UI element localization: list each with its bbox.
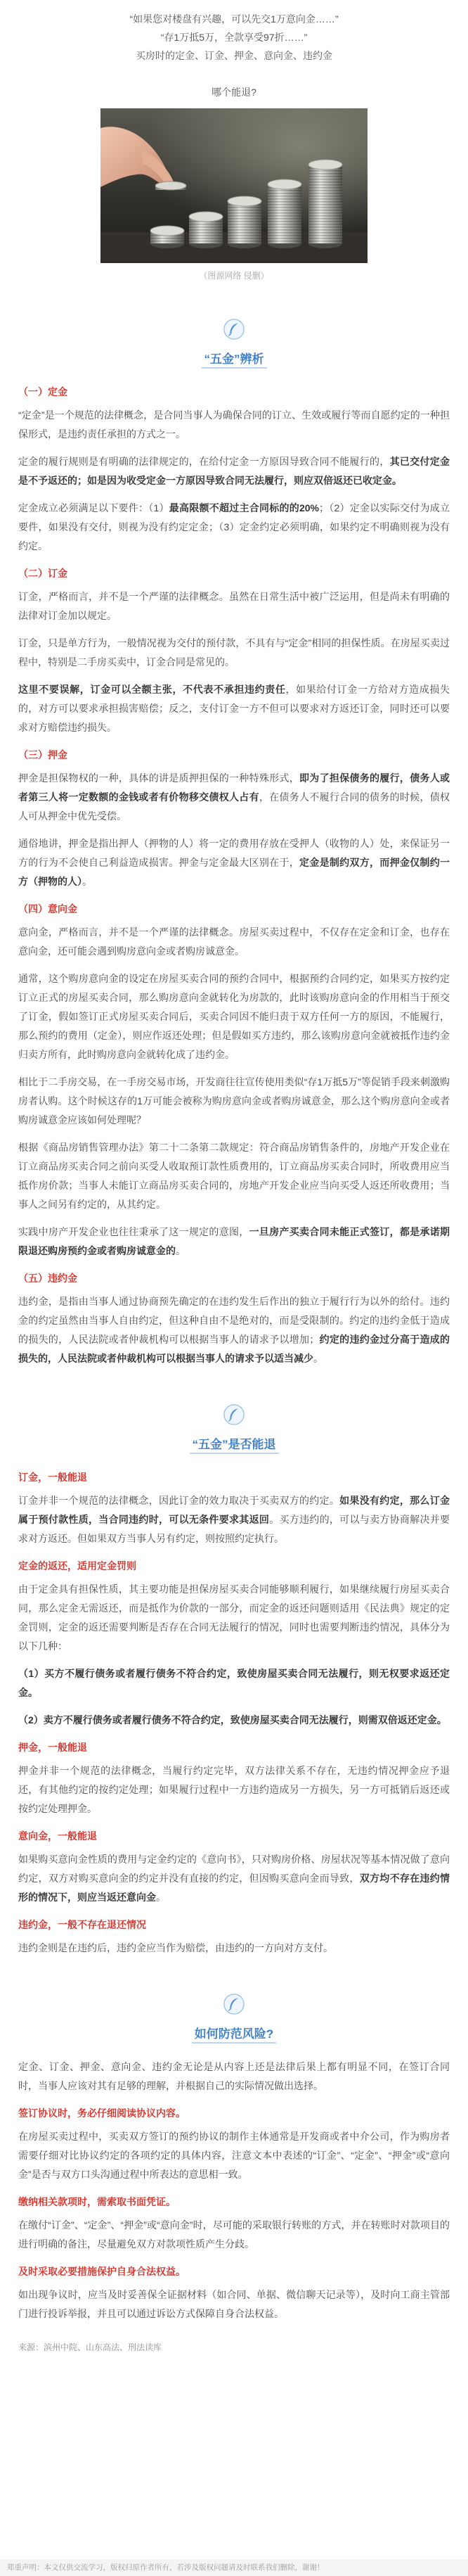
paragraph	[18, 1664, 450, 1702]
section-title-text: 如何防范风险?	[192, 2027, 276, 2043]
section-heading: 签订协议时，务必仔细阅读协议内容。	[18, 2108, 186, 2119]
refund-item-weiyuejin	[18, 1915, 450, 1958]
text-segment: ，在债务人不履行合同的债务的时候，债权人可从押金中优先受偿。	[18, 791, 450, 822]
footer-disclaimer: 郑重声明：本文仅供交流学习，版权归原作者所有，若涉及版权问题请及时联系我们删除，谢谢！	[0, 2559, 468, 2576]
intro	[18, 10, 450, 101]
risk-item-protect-rights	[18, 2262, 450, 2323]
coin-stack	[189, 212, 223, 248]
text-segment: 通常，这个购房意向金的设定在房屋买卖合同的预约合同中，根据预约合同约定，如果买方按约定订立正式的房屋买卖合同，那么购房意向金就转化为房款的，此时该购房意向金的作用相当于预交了订金，假如签订正式房屋买卖合同后，买卖合同因不能归责于双方任何一方的原因，不能履行，那么预约的费用（定金），则应作返还处理；但是假如买方违约，那么该购房意向金就被抵作违约金归卖方所有，此时购房意向金就转化成了违约金。	[18, 973, 450, 1060]
section-heading: 押金，一般能退	[18, 1742, 87, 1753]
bold-text: 一旦房产买卖合同未能正式签订，都是承诺期限退还购房预约金或者购房诚意金的	[18, 1226, 450, 1256]
section-heading: （四）意向金	[18, 903, 77, 914]
text-segment: 意向金，严格而言，并不是一个严谨的法律概念。房屋买卖过程中，不仅存在定金和订金，也存在意向金，还可能会遇到购房意向金或者购房诚意金。	[18, 926, 450, 957]
feather-icon	[223, 1993, 245, 2015]
refund-item-yixiangjin	[18, 1827, 450, 1907]
text-segment: 由于定金具有担保性质，其主要功能是担保房屋买卖合同能够顺利履行，如果继续履行房屋买卖合同，那么定金无需返还，而是抵作为价款的一部分，而定金的返还问题则适用《民法典》规定的定金罚则，定金的返还需要判断是否存在合同无法履行的情况，同时也需要判断违约情况，具体分为以下几种：	[18, 1583, 450, 1652]
section-heading: 缴纳相关款项时，需索取书面凭证。	[18, 2196, 176, 2207]
analysis-item-yajin	[18, 746, 450, 891]
text-segment: 通俗地讲，押金是指出押人（押物的人）将一定的费用存放在受押人（收物的人）处，来保证另一方的行为不会使自己利益造成损害。押金与定金最大区别在于，	[18, 838, 450, 868]
coin-stack	[268, 179, 301, 248]
feather-icon	[223, 1403, 245, 1426]
section-heading: （五）违约金	[18, 1273, 77, 1284]
analysis-item-dingjin-order	[18, 564, 450, 737]
paragraph: 在缴付“订金”、“定金”、“押金”或“意向金”时，尽可能的采取银行转账的方式，并在转账时对款项目的进行明确的备注，尽量避免双方对款项性质产生分歧。	[18, 2219, 450, 2250]
section-divider	[18, 1403, 450, 1426]
section-title	[18, 349, 450, 370]
text-segment: 违约金，是指由当事人通过协商预先确定的在违约发生后作出的独立于履行行为以外的给付。违约金的约定虽然由当事人自由约定，但这种自由不是绝对的，而是受限制的。约定的违约金低于造成的损失的，人民法院或者仲裁机构可以根据当事人的请求予以增加；	[18, 1296, 450, 1345]
section-heading: 定金的返还，适用定金罚则	[18, 1560, 136, 1571]
text-segment: ；（2）定金以实际交付为成立要件，如果没有交付，则视为没有约定定金；（3）定金约定必须明确，如果约定不明确则视为没有约定。	[18, 502, 450, 551]
paragraph: 定金、订金、押金、意向金、违约金无论是从内容上还是法律后果上都有明显不同，在签订合同时，当事人应该对其有足够的理解，并根据自己的实际情况做出选择。	[18, 2061, 450, 2091]
refund-item-dingjin	[18, 1557, 450, 1730]
section-analysis	[18, 318, 450, 1368]
section-heading: 订金，一般能退	[18, 1472, 87, 1483]
section-heading: （三）押金	[18, 749, 67, 760]
paragraph: 如出现争议时，应当及时妥善保全证据材料（如合同、单据、微信聊天记录等），及时向工商主管部门进行投诉举报，并且可以通过诉讼方式保障自身合法权益。	[18, 2289, 450, 2319]
coin-stack	[150, 226, 184, 248]
section-heading: （二）订金	[18, 568, 67, 579]
bold-text: 即为了担保债务的履行，债务人或者第三人将一定数额的金钱或者有价物移交债权人占有	[18, 772, 450, 803]
bold-text: （2）卖方不履行债务或者履行债务不符合约定，致使房屋买卖合同无法履行，则需双倍返还定金。	[18, 1714, 447, 1726]
text-segment: 押金并非一个规范的法律概念，当履行约定完毕，双方法律关系不存在，无违约情况押金应予退还，有其他约定的按约定处理；如果履行过程中一方违约造成另一方损失，另一方可抵销后返还或按约定处理押金。	[18, 1765, 450, 1814]
article-source: 来源：滨州中院、山东高法、刑法读库	[18, 2342, 162, 2352]
text-segment: “定金”是一个规范的法律概念，是合同当事人为确保合同的订立、生效或履行等而自愿约定的一种担保形式，是违约责任承担的方式之一。	[18, 409, 450, 440]
paragraph	[18, 1223, 450, 1261]
section-heading: （一）定金	[18, 386, 67, 397]
paragraph	[18, 923, 450, 961]
paragraph	[18, 1292, 450, 1368]
text-segment: 根据《商品房销售管理办法》第二十二条第二款规定：符合商品房销售条件的，房地产开发企业在订立商品房买卖合同之前向买受人收取预订款性质费用的，订立商品房买卖合同时，所收费用应当抵作房价款；当事人未能订立商品房买卖合同的，房地产开发企业应当向买受人返还所收费用；当事人之间另有约定的，从其约定。	[18, 1142, 450, 1210]
text-segment: 实践中房产开发企业也往往秉承了这一规定的意图，	[18, 1226, 249, 1237]
paragraph	[18, 1491, 450, 1548]
section-risk	[18, 1993, 450, 2323]
paragraph	[18, 969, 450, 1064]
text-segment: 订金，只是单方行为，一般情况视为交付的预付款，不具有与“定金”相同的担保性质。在房屋买卖过程中，特别是二手房买卖中，订金合同是常见的。	[18, 637, 450, 668]
section-title-text: “五金”辨析	[202, 352, 267, 369]
intro-quote-2: “存1万抵5万，全款享受97折……”	[160, 32, 308, 43]
paragraph: 在房屋买卖过程中，买卖双方签订的预约协议的制作主体通常是开发商或者中介公司，作为购房者需要仔细对比协议约定的各项约定的具体内容，注意文本中表述的“订金”、“定金”、“押金”或“意向金”是否与双方口头沟通过程中所表达的意思相一致。	[18, 2131, 450, 2180]
paragraph	[18, 452, 450, 490]
analysis-item-dingjin	[18, 383, 450, 556]
section-title-text: “五金”是否能退	[190, 1438, 279, 1454]
text-segment: 。	[156, 1892, 166, 1903]
paragraph	[18, 1939, 450, 1958]
paragraph	[18, 1761, 450, 1818]
paragraph	[18, 1073, 450, 1130]
paragraph	[18, 587, 450, 625]
coins-photo	[100, 108, 368, 263]
text-segment: 。	[82, 876, 92, 887]
coin-stack	[228, 196, 261, 248]
photo-caption: （图源网络 侵删）	[199, 271, 269, 281]
paragraph	[18, 499, 450, 556]
text-segment: 押金是担保物权的一种，具体的讲是质押担保的一种特殊形式，	[18, 772, 299, 784]
coins-stack-illustration	[100, 108, 368, 263]
paragraph	[18, 406, 450, 444]
bold-text: 最高限额不超过主合同标的的20%	[169, 502, 319, 514]
feather-icon	[223, 318, 245, 340]
risk-item-written-receipt	[18, 2193, 450, 2254]
text-segment: 。	[313, 1353, 323, 1364]
analysis-item-yixiangjin	[18, 900, 450, 1261]
bold-text: 定金是制约双方，而押金仅制约一方（押物的人）	[18, 857, 450, 887]
text-segment: 定金成立必须满足以下要件：（1）	[18, 502, 169, 514]
section-title	[18, 1434, 450, 1455]
paragraph	[18, 680, 450, 737]
analysis-item-weiyuejin	[18, 1269, 450, 1368]
refund-item-dingjin-order	[18, 1468, 450, 1548]
intro-subject: 买房时的定金、订金、押金、意向金、违约金	[136, 50, 332, 61]
section-title	[18, 2024, 450, 2045]
text-segment: ，如果给付订金一方给对方造成损失的，对方可以要求承担损害赔偿；反之，支付订金一方不但可以要求对方返还订金，同时还可以要求对方赔偿违约损失。	[18, 684, 450, 733]
text-segment: 违约金则是在违约后，违约金应当作为赔偿，由违约的一方向对方支付。	[18, 1942, 333, 1953]
bold-text: 这里不要误解，订金可以全额主张，不代表不承担违约责任	[18, 684, 286, 695]
text-segment: 订金，严格而言，并不是一个严谨的法律概念。虽然在日常生活中被广泛运用，但是尚未有明确的法律对订金加以规定。	[18, 591, 450, 621]
bold-text: （1）买方不履行债务或者履行债务不符合约定，致使房屋买卖合同无法履行，则无权要求返还定金。	[18, 1668, 450, 1698]
intro-question: 哪个能退?	[212, 87, 256, 98]
section-refund	[18, 1403, 450, 1958]
text-segment: 定金的履行规则是有明确的法律规定的，在给付定金一方原因导致合同不能履行的，	[18, 456, 390, 467]
refund-item-yajin	[18, 1738, 450, 1818]
coin-stack	[308, 160, 342, 248]
paragraph	[18, 1711, 450, 1730]
bold-text: 约定的违约金过分高于造成的损失的，人民法院或者仲裁机构可以根据当事人的请求予以适当减少	[18, 1334, 450, 1364]
section-heading: 违约金，一般不存在退还情况	[18, 1919, 146, 1930]
paragraph	[18, 769, 450, 826]
paragraph	[18, 1138, 450, 1214]
text-segment: 如果购买意向金性质的费用与定金约定的《意向书》，只对购房价格、房屋状况等基本情况做了意向约定，双方对购买意向金的约定并没有直接的约定，但因购买意向金而导致，	[18, 1854, 450, 1884]
risk-item-read-agreement	[18, 2104, 450, 2184]
text-segment: 相比于二手房交易，在一手房交易市场，开发商往往宣传使用类似“存1万抵5万”等促销手段来刺激购房者认购。这个时候这存的1万可能会被称为购房意向金或者购房诚意金，那么这个购房意向金或者购房诚意金应该如何处理呢？	[18, 1076, 450, 1126]
paragraph	[18, 1580, 450, 1656]
bold-text: 双方均不存在违约情形的情况下，则应当返还意向金	[18, 1873, 450, 1903]
bold-text: 其已交付定金是不予返还的；如是因为收受定金一方原因导致合同无法履行，则应双倍返还已收定金。	[18, 456, 450, 486]
intro-quote-1: “如果您对楼盘有兴趣，可以先交1万意向金……”	[129, 13, 339, 25]
bold-text: 如果没有约定，那么订金属于预付款性质，当合同违约时，可以无条件要求其返回	[18, 1495, 450, 1525]
section-heading: 及时采取必要措施保护自身合法权益。	[18, 2266, 186, 2277]
text-segment: 订金并非一个规范的法律概念，因此订金的效力取决于买卖双方的约定。	[18, 1495, 340, 1506]
section-divider	[18, 318, 450, 340]
paragraph	[18, 634, 450, 672]
text-segment: 。	[176, 1245, 186, 1256]
paragraph	[18, 1850, 450, 1907]
paragraph	[18, 834, 450, 891]
section-heading: 意向金，一般能退	[18, 1830, 97, 1842]
text-segment: 。买方违约的，可以与卖方协商解决并要求对方返还。但如果双方当事人另有约定，则按照约定执行。	[18, 1514, 450, 1544]
section-divider	[18, 1993, 450, 2015]
